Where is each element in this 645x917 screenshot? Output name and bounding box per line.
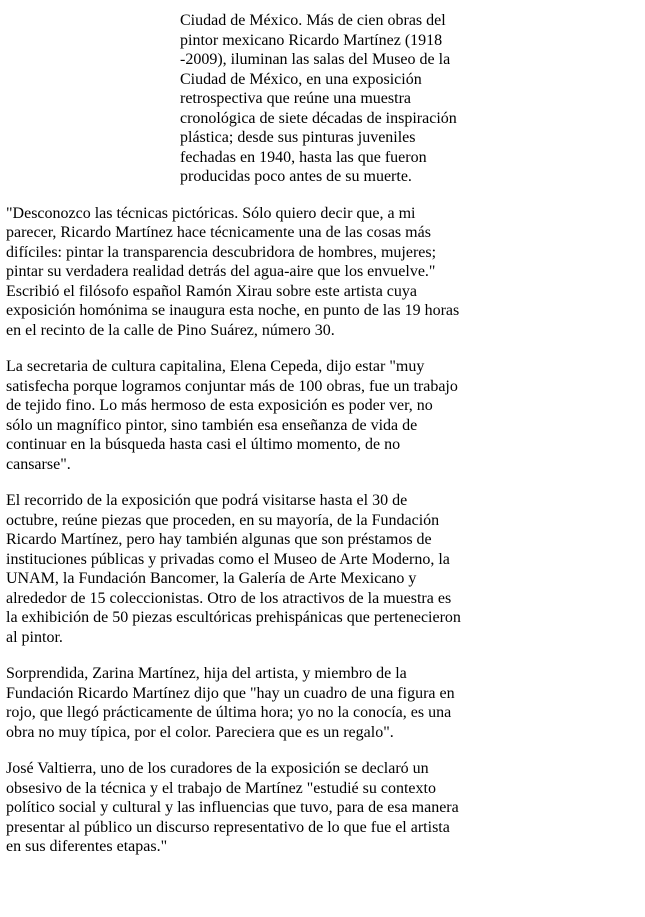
paragraph-exhibition-details: El recorrido de la exposición que podrá visitarse hasta el 30 de octubre, reúne piezas que proceden, en su mayoría, de la Fundación Ricardo Martínez, pero hay también algunas que son préstamos de instituciones públicas y privadas como el Museo de Arte Moderno, la UNAM, la Fundación Bancomer, la Galería de Arte Mexicano y alrededor de 15 coleccionistas. Otro de los atractivos de la muestra es la exhibición de 50 piezas escultóricas prehispánicas que pertenecieron al pintor. — [6, 492, 461, 646]
paragraph-valtierra-quote: José Valtierra, uno de los curadores de la exposición se declaró un obsesivo de la técnica y el trabajo de Martínez "estudié su contexto político social y cultural y las influencias que tuvo, para de esa manera presentar al público un discurso representativo de lo que fue el artista en sus diferentes etapas." — [6, 760, 459, 855]
paragraph-xirau-quote: "Desconozco las técnicas pictóricas. Sólo quiero decir que, a mi parecer, Ricardo Martínez hace técnicamente una de las cosas más difíciles: pintar la transparencia descubridora de hombres, mujeres; pintar su verdadera realidad detrás del agua-aire que los envuelve." Escribió el filósofo español Ramón Xirau sobre este artista cuya exposición homónima se inaugura esta noche, en punto de las 19 horas en el recinto de la calle de Pino Suárez, número 30. — [6, 204, 460, 339]
paragraph-cepeda-quote: La secretaria de cultura capitalina, Elena Cepeda, dijo estar "muy satisfecha porque logramos conjuntar más de 100 obras, fue un trabajo de tejido fino. Lo más hermoso de esta exposición es poder ver, no sólo un magnífico pintor, sino también esa enseñanza de vida de continuar en la búsqueda hasta casi el último momento, de no cansarse". — [6, 358, 458, 473]
paragraph-zarina-quote: Sorprendida, Zarina Martínez, hija del artista, y miembro de la Fundación Ricardo Martínez dijo que "hay un cuadro de una figura en rojo, que llegó prácticamente de última hora; yo no la conocía, es una obra no muy típica, por el color. Pareciera que es un regalo". — [6, 665, 455, 741]
intro-paragraph: Ciudad de México. Más de cien obras del pintor mexicano Ricardo Martínez (1918 -2009), iluminan las salas del Museo de la Ciudad de México, en una exposición retrospectiva que reúne una muestra cronológica de siete décadas de inspiración plástica; desde sus pinturas juveniles fechadas en 1940, hasta las que fueron producidas poco antes de su muerte. — [180, 12, 457, 185]
